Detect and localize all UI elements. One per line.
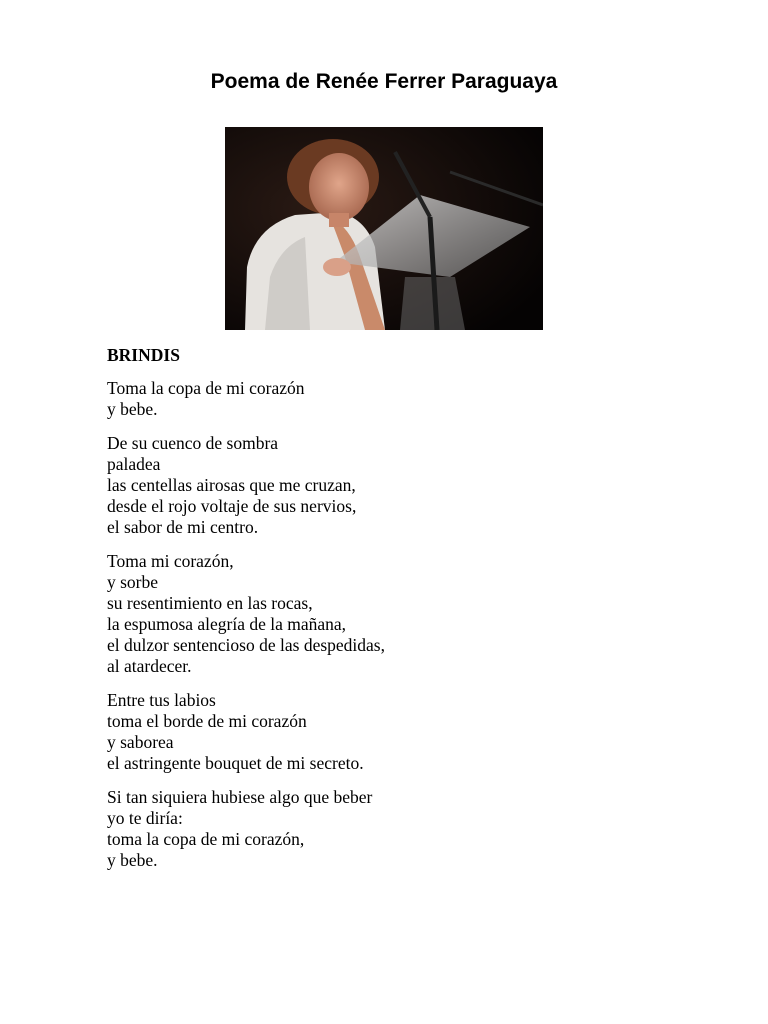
poem-line: Si tan siquiera hubiese algo que beber xyxy=(107,787,373,807)
poem-line: al atardecer. xyxy=(107,656,192,676)
page-title: Poema de Renée Ferrer Paraguaya xyxy=(210,70,558,93)
poem-line: desde el rojo voltaje de sus nervios, xyxy=(107,496,357,516)
poem-line: su resentimiento en las rocas, xyxy=(107,593,313,613)
stanza-3 xyxy=(107,551,667,677)
poem-line: el sabor de mi centro. xyxy=(107,517,259,537)
poem xyxy=(107,345,667,884)
poem-line: la espumosa alegría de la mañana, xyxy=(107,614,347,634)
poet-at-podium-image xyxy=(225,127,543,330)
poem-line: y saborea xyxy=(107,732,174,752)
poem-line: De su cuenco de sombra xyxy=(107,433,279,453)
poem-line: Toma mi corazón, xyxy=(107,551,234,571)
poem-line: el dulzor sentencioso de las despedidas, xyxy=(107,635,385,655)
poem-title: BRINDIS xyxy=(107,345,180,365)
poem-line: Toma la copa de mi corazón xyxy=(107,378,305,398)
stanza-5 xyxy=(107,787,667,871)
poem-line: y sorbe xyxy=(107,572,159,592)
stanza-1 xyxy=(107,378,667,420)
stanza-4 xyxy=(107,690,667,774)
poem-line: Entre tus labios xyxy=(107,690,216,710)
stanza-2 xyxy=(107,433,667,538)
poem-line: el astringente bouquet de mi secreto. xyxy=(107,753,364,773)
poem-line: paladea xyxy=(107,454,161,474)
poem-line: y bebe. xyxy=(107,399,158,419)
poem-line: y bebe. xyxy=(107,850,158,870)
poem-line: toma el borde de mi corazón xyxy=(107,711,307,731)
poem-line: yo te diría: xyxy=(107,808,183,828)
poem-line: toma la copa de mi corazón, xyxy=(107,829,305,849)
poem-line: las centellas airosas que me cruzan, xyxy=(107,475,356,495)
poet-photo xyxy=(225,127,543,330)
